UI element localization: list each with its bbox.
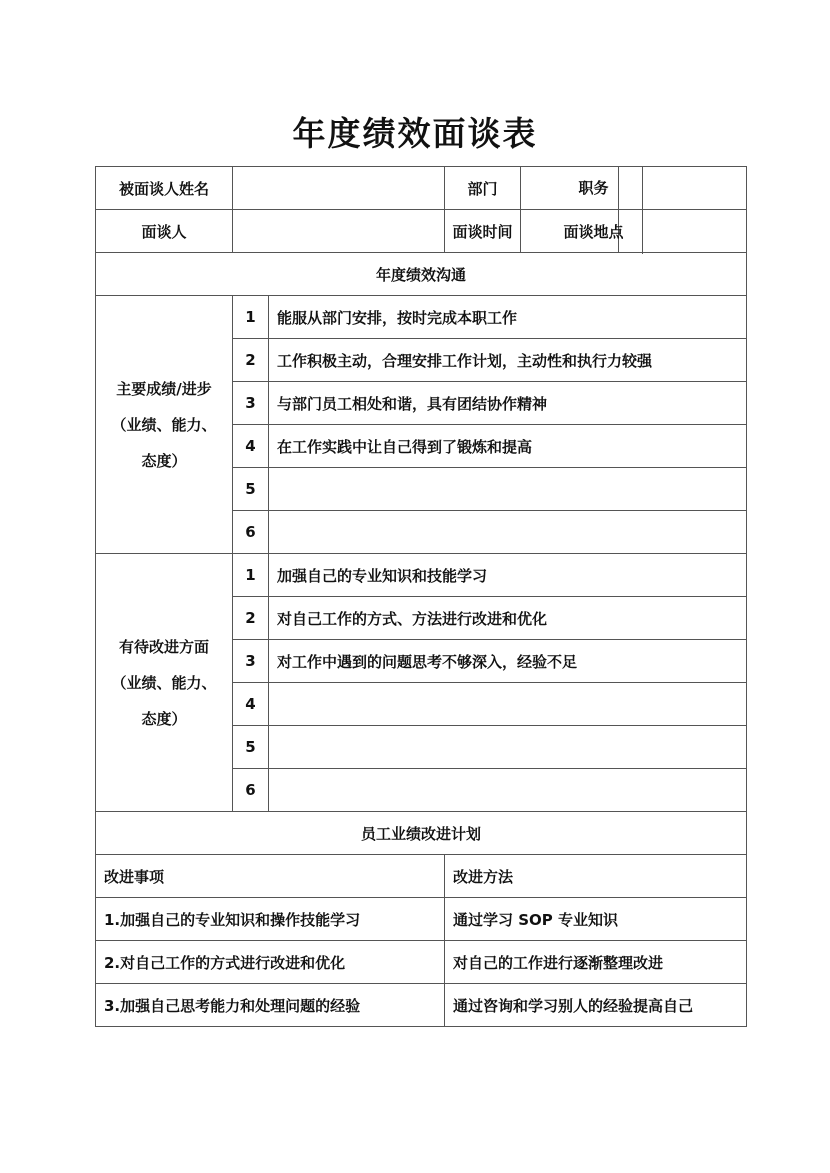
achievement-text[interactable] xyxy=(269,468,747,511)
improvement-num: 3 xyxy=(233,640,269,683)
achievements-label-line3: 态度） xyxy=(141,451,187,470)
improvement-text[interactable] xyxy=(269,769,747,812)
achievement-text[interactable]: 工作积极主动，合理安排工作计划，主动性和执行力较强 xyxy=(269,339,747,382)
improvement-num: 6 xyxy=(233,769,269,812)
improvements-label xyxy=(96,554,233,812)
achievements-label xyxy=(96,296,233,554)
improvements-label-line2: （业绩、能力、 xyxy=(111,673,217,692)
dept-label: 部门 xyxy=(445,167,521,210)
plan-method[interactable]: 通过学习 SOP 专业知识 xyxy=(445,898,747,941)
achievement-num: 1 xyxy=(233,296,269,339)
achievement-num: 3 xyxy=(233,382,269,425)
position-label-overlay: 职务 xyxy=(545,166,643,210)
improvements-label-line1: 有待改进方面 xyxy=(118,637,209,656)
achievement-num: 4 xyxy=(233,425,269,468)
achievements-label-line1: 主要成绩/进步 xyxy=(116,379,212,398)
interviewer-field[interactable] xyxy=(233,210,445,253)
improvement-text[interactable]: 对工作中遇到的问题思考不够深入，经验不足 xyxy=(269,640,747,683)
info-row-1 xyxy=(96,167,747,210)
achievement-num: 5 xyxy=(233,468,269,511)
plan-method[interactable]: 通过咨询和学习别人的经验提高自己 xyxy=(445,984,747,1027)
improvements-label-line3: 态度） xyxy=(141,709,187,728)
name-field[interactable] xyxy=(233,167,445,210)
plan-columns-row xyxy=(96,855,747,898)
communication-header-row xyxy=(96,253,747,296)
achievement-text[interactable]: 在工作实践中让自己得到了锻炼和提高 xyxy=(269,425,747,468)
name-label: 被面谈人姓名 xyxy=(96,167,233,210)
plan-row xyxy=(96,984,747,1027)
plan-col-method: 改进方法 xyxy=(445,855,747,898)
improvement-row xyxy=(96,554,747,597)
plan-item[interactable]: 2.对自己工作的方式进行改进和优化 xyxy=(96,941,445,984)
achievement-text[interactable]: 能服从部门安排，按时完成本职工作 xyxy=(269,296,747,339)
plan-header-row xyxy=(96,812,747,855)
achievement-text[interactable] xyxy=(269,511,747,554)
improvement-num: 4 xyxy=(233,683,269,726)
plan-row xyxy=(96,898,747,941)
plan-row xyxy=(96,941,747,984)
achievements-label-line2: （业绩、能力、 xyxy=(111,415,217,434)
achievement-row xyxy=(96,296,747,339)
plan-item[interactable]: 3.加强自己思考能力和处理问题的经验 xyxy=(96,984,445,1027)
performance-interview-form xyxy=(95,166,747,1027)
plan-method[interactable]: 对自己的工作进行逐渐整理改进 xyxy=(445,941,747,984)
improvement-num: 1 xyxy=(233,554,269,597)
time-label: 面谈时间 xyxy=(445,210,521,253)
plan-col-item: 改进事项 xyxy=(96,855,445,898)
info-row-2 xyxy=(96,210,747,253)
communication-header: 年度绩效沟通 xyxy=(96,253,747,296)
improvement-num: 2 xyxy=(233,597,269,640)
improvement-text[interactable]: 加强自己的专业知识和技能学习 xyxy=(269,554,747,597)
improvement-text[interactable] xyxy=(269,683,747,726)
interviewer-label: 面谈人 xyxy=(96,210,233,253)
achievement-num: 2 xyxy=(233,339,269,382)
improvement-num: 5 xyxy=(233,726,269,769)
improvement-text[interactable]: 对自己工作的方式、方法进行改进和优化 xyxy=(269,597,747,640)
position-field[interactable] xyxy=(645,167,747,210)
achievement-text[interactable]: 与部门员工相处和谐，具有团结协作精神 xyxy=(269,382,747,425)
plan-item[interactable]: 1.加强自己的专业知识和操作技能学习 xyxy=(96,898,445,941)
place-label-overlay: 面谈地点 xyxy=(545,210,643,254)
improvement-text[interactable] xyxy=(269,726,747,769)
achievement-num: 6 xyxy=(233,511,269,554)
plan-header: 员工业绩改进计划 xyxy=(96,812,747,855)
place-field[interactable] xyxy=(645,210,747,253)
page-title: 年度绩效面谈表 xyxy=(292,114,538,153)
